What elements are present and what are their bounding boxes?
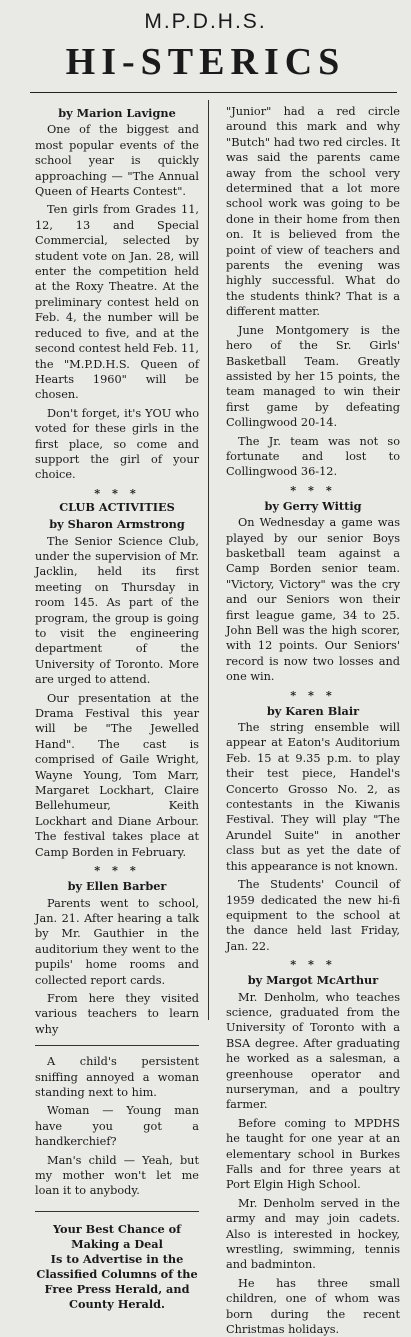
article-paragraph: Mr. Denholm, who teaches science, graduated from the University of Toronto with a BSA degree. After graduating he worked as a salesman, a greenhouse operator and nurseryman, and a poultry farmer. (226, 990, 400, 1112)
byline: by Sharon Armstrong (49, 517, 185, 532)
column-divider (208, 100, 209, 1020)
article-paragraph: One of the biggest and most popular events of the school year is quickly approaching — "The Annual Queen of Hearts Contest". (35, 123, 199, 199)
byline: by Gerry Wittig (264, 498, 362, 513)
byline: by Ellen Barber (67, 879, 167, 894)
masthead-rule (30, 92, 397, 93)
article-paragraph: He has three small children, one of whom was born during the recent Christmas holidays. (226, 1276, 400, 1337)
masthead (0, 0, 411, 96)
section-separator: * * * (94, 863, 140, 878)
article-paragraph: Parents went to school, Jan. 21. After hearing a talk by Mr. Gauthier in the auditorium they went to the pupils' home rooms and collected report cards. (35, 896, 199, 987)
article-paragraph: The Jr. team was not so fortunate and lost to Collingwood 36-12. (226, 434, 400, 479)
article-paragraph: "Junior" had a red circle around this mark and why "Butch" had two red circles. It was said the parents came away from the school very determined that a lot more school work was going to be done in their home from then on. It is believed from the point of view of teachers and parents the evening was highly successful. What do the students think? That is a different matter. (226, 105, 400, 319)
ad-line: Your Best Chance of (52, 1221, 182, 1236)
article-paragraph: Ten girls from Grades 11, 12, 13 and Special Commercial, selected by student vote on Jan. 28, will enter the competition held at the Roxy Theatre. At the preliminary contest held on Feb. 4, the number will be reduced to five, and at the second contest held Feb. 11, the "M.P.D.H.S. Queen of Hearts 1960" will be chosen. (35, 203, 199, 402)
section-separator: * * * (94, 485, 140, 500)
school-name: M.P.D.H.S. (144, 10, 267, 33)
left-column (35, 104, 199, 1311)
article-paragraph: Our presentation at the Drama Festival this year will be "The Jewelled Hand". The cast is comprised of Gaile Wright, Wayne Young, Tom Marr, Margaret Lockhart, Claire Bellehumeur, Keith Lockhart and Diane Arbour. The festival takes place at Camp Borden in February. (35, 691, 199, 859)
ad-line: Free Press Herald, and (44, 1281, 190, 1296)
article-paragraph: On Wednesday a game was played by our senior Boys basketball team against a Camp Borden senior team. "Victory, Victory" was the cry and our Seniors won their first league game, 34 to 25. John Bell was the high scorer, with 12 points. Our Seniors' record is now two losses and one win. (226, 516, 400, 684)
ad-line: Classified Columns of the (36, 1266, 198, 1281)
joke-paragraph: Woman — Young man have you got a handkerchief? (35, 1104, 199, 1149)
article-paragraph: Before coming to MPDHS he taught for one year at an elementary school in Burkes Falls and for three years at Port Elgin High School. (226, 1116, 400, 1192)
byline: by Marion Lavigne (58, 106, 176, 120)
ad-line: Making a Deal (71, 1236, 163, 1251)
ad-line: Is to Advertise in the (50, 1251, 184, 1266)
section-heading: CLUB ACTIVITIES (59, 499, 175, 514)
article-paragraph: The string ensemble will appear at Eaton's Auditorium Feb. 15 at 9.35 p.m. to play their test piece, Handel's Concerto Grosso No. 2, as contestants in the Kiwanis Festival. They will play "The Arundel Suite" in another class but as yet the date of this appearance is not known. (226, 721, 400, 873)
ad-line: County Herald. (69, 1296, 165, 1311)
section-separator: * * * (290, 957, 336, 972)
section-separator: * * * (290, 482, 336, 497)
joke-paragraph: A child's persistent sniffing annoyed a woman standing next to him. (35, 1055, 199, 1099)
article-paragraph: Don't forget, it's YOU who voted for these girls in the first place, so come and support the girl of your choice. (35, 406, 199, 482)
article-paragraph: From here they visited various teachers to learn why (35, 991, 199, 1036)
article-paragraph: The Students' Council of 1959 dedicated the new hi-fi equipment to the school at the dance held last Friday, Jan. 22. (226, 878, 400, 953)
joke-rule (35, 1045, 199, 1046)
joke-paragraph: Man's child — Yeah, but my mother won't let me loan it to anybody. (35, 1153, 199, 1198)
article-paragraph: The Senior Science Club, under the supervision of Mr. Jacklin, held its first meeting on Thursday in room 145. As part of the program, the group is going to visit the engineering department of the University of Toronto. More are urged to attend. (35, 534, 199, 687)
column-title: HI-STERICS (65, 41, 346, 83)
classified-ad (35, 1211, 199, 1312)
article-paragraph: Mr. Denholm served in the army and may join cadets. Also is interested in hockey, wrestling, swimming, tennis and badminton. (226, 1196, 400, 1272)
byline: by Karen Blair (266, 703, 360, 718)
byline: by Margot McArthur (247, 973, 379, 988)
right-column (226, 104, 400, 1337)
section-separator: * * * (290, 687, 336, 702)
article-paragraph: June Montgomery is the hero of the Sr. Girls' Basketball Team. Greatly assisted by her 15 points, the team managed to win their first game by defeating Collingwood 20-14. (226, 323, 400, 430)
